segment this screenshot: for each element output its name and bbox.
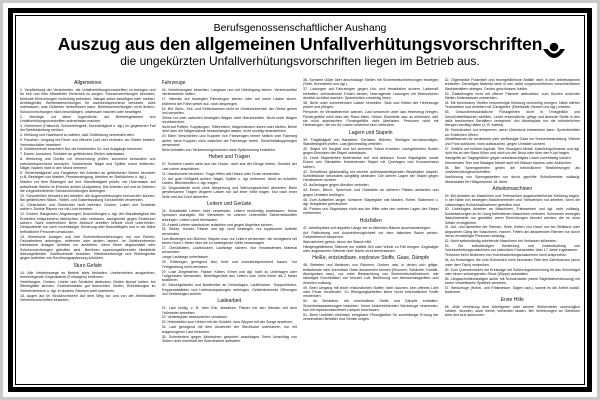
rule-item: Personen im Verladebereich warnen. Last senkrecht unter das Hebezeug bringen. Fördergefäße nicht über den Rand füllen. Hölzer, Eisenteile usw. so einbinden, daß sie nicht ausrutschen. Fördergefäße nicht überladen. Personen nicht mit Hebezeugen, die nur für Lasten bestimmt sind, befördern. — [303, 110, 439, 128]
rule-item: 51. Beim Umfüllen elektrisch erregbarer Flüssigkeiten für zuverlässige Erdung der verwendeten Behälter und Geräte sorgen. — [303, 312, 439, 322]
rule-item: Vertiefungen, Gruben, Löcher und Schächte abdecken, Böden stumpf halten; bei Winterglätte streuen. Gefahrenstellen gut beleuchten. Stufen, Rohrleitungen im Verkehrsbereich u. dgl. in dunklen Räumen weiß markieren. — [20, 280, 156, 293]
rule-item: 59. Bei Arbeiten an Maschinen und Triebwerken anganschließende Kleidung tragen. In der Nähe von bewegten Maschinenteilen und Triebwerken nur arbeiten, wenn die notwendigen Schutzmaßnahmen getroffen sind. — [444, 193, 580, 207]
poster-header — [16, 22, 584, 68]
rule-item: 26. Stühle, Hocker, Fässer und dgl. nicht besteigen, nur kippsichere Auftritte verwenden. — [161, 227, 297, 236]
rule-item: Personen beim Bedienen von Holzbearbeitungsmaschinen nicht ansprechen. — [444, 253, 568, 258]
rule-item: Zum Besteigen von Bühnen, Stapeln usw. nur Leitern verwenden, die wenigstens mit einem Holm 1 Meter über die zu besteigende Stelle hinausragen. — [161, 236, 297, 246]
rule-item: Hängengebliebene Stämme nur mittels Seil oder Winde zu Fall bringen. Angesägte oder angehauene Stämme über Nacht nicht stehenlassen. — [303, 244, 439, 254]
rule-item: 9. Sicherheitsgürtel und Fangleinen bei Arbeiten an gefährlichen Stellen benutzen (z.B. Besteigen von Masten, Fensterreinigung, Arbeiten an Steildächern u. dgl.). — [20, 170, 156, 180]
rule-item: Nicht auf Puffern, Kupplungen, Trittbrettern, Wagenrändern sitzen oder stehen, Beine nicht über die Wagenwände heraushängen lassen, nicht unnötig hinauslehnen. — [161, 125, 297, 134]
rule-item: 45. Zum Aufstellen langer, schwerer Stapelgüter wie Masten, Rohre, Stabeisen u. dgl. Hubgabeln gebrauchen. — [303, 197, 439, 206]
rule-item: 16. Verkehrsregeln beachten. Langsam und mit Überlegung fahren. Verkehrsmittel betriebssicher halten. — [161, 88, 297, 97]
rule-item: Gleise vor oder zwischen bewegten Wagen nicht überschreiten. Nicht unter Wagen durchkriechen. — [161, 115, 297, 125]
rule-item: 56. Hochdrucker nur entsperren, wenn Überdruck entweichen kann. Spreizbehälter vor Erwärmen öffnen. — [444, 128, 580, 137]
rule-item: 21. Handschuhe benützen. Trage-Hilfen wie Haken oder Gurte verwenden. — [161, 171, 281, 176]
rule-item: 5. Rauchen, Umgang mit Feuer und offenem Licht dort verboten, wo Gefahr besteht. Verbotsschilder beachten! — [20, 138, 156, 147]
section-heading: Heiße, entzündbare, explosive Stoffe, Gase, Dämpfe — [312, 255, 430, 262]
rule-item: 19. Beim Verschieben und Kuppeln von Fahrzeugen immer seitlich vom Fahrweg laufen; beim Kuppeln nicht zwischen die Fahrzeuge treten. Sicherheitskupplungen verwenden! — [161, 134, 297, 148]
section-heading: Lagern und Stapeln — [348, 129, 393, 136]
poster-frame — [8, 8, 592, 392]
rule-item: 2. Neulinge, vor allem Jugendliche, auf Betriebsgefahren und Unfallverhütungsvorschriften aufmerksam machen. — [20, 114, 156, 123]
rule-item: 53. Gasleitungen nicht mit offener Flamme ableuchten; zum Suchen undichter Stellen Seifenwasser verwenden. — [444, 91, 580, 100]
rule-item: 36. Schwere Güter über abschüssige Stellen mit Sicherheitsvorkehrungen bewegen (Seile, Bremskeile und dgl.). — [303, 78, 439, 87]
rule-item: 29. Lose Ziegelsteine, Fässer, Kisten, Eimer und dgl. nicht zu Unterlagen oder Fußgerüsten verwenden. Behelfsgerüste aus Leitern usw. nicht höher als 2 Meter ausführen. — [161, 269, 297, 283]
rule-item: 1. Verpflichtung der Versicherten, die Unfallverhütungsvorschriften zu befolgen und für ihre und ihrer Mitarbeiter Sicherheit zu sorgen. Schutzvorrichtungen benutzen, fehlende Einrichtungen rechtzeitig anfordern. Mängel sofort beseitigen oder melden. Arbeitsgeräte, Betriebseinrichtungen für zweckentsprechend benutzen, alles unterlassen, was Gefahren herbeiführen kann. Betriebseinrichtungen nicht ändern. Schutzvorrichtungen nicht beschädigen, unwirksam machen oder beseitigen. — [20, 88, 156, 114]
rule-item: 20. Schwere Lasten stets aus der Hocke, nicht aus der Beuge heben. Gewicht der Last vorher abschätzen. — [161, 162, 297, 171]
rule-item: 14. Alle Verkehrswege im Betrieb stets freihalten. Unebenheiten ausgleichen, herumliegende Gegenstände (Fußangeln) entfernen. — [20, 270, 156, 280]
rule-item: 55. Gesundheitsschädliche Flüssigkeiten nicht in Trinkgefäße und Genußmittelflaschen abfüllen. Leicht entzündliche, giftige und ätzende Stoffe in den dafür bestimmten Behältern verwahren. Am Arbeitsplatz nur die erforderlichen Mengen vorrätig halten (z. B. Karbid). — [444, 110, 580, 128]
column-3 — [303, 78, 439, 380]
rule-item: 52. Ölgetränkte Putzmittel und feuergefährliche Abfälle nicht in den Arbeitsräumen anhäufen. Derartiges Material stets in den dafür vorgeschriebenen verschließbaren Blechbehältern ablegen. Deckel geschlossen halten. — [444, 78, 580, 91]
section-heading: Leitern und Gerüste — [207, 200, 252, 207]
rule-item: 61. Auf- und Abwerfen der Riemen, Seile, Ketten von Hand, nur bei Stillstand oder langsamen Gang der Maschinen. Harzen, Fetten am ablaufenden Riemen nur durch hierzu ermächtigte Personen zulässig. — [444, 225, 580, 239]
rule-item: 54. Mit brennbaren Stoffen verunreinigte Kleidung rechtzeitig reinigen. Nähe offener Feuerstellen und Arbeiten mit Zündgefahr (Elektrizität, Benzin und dgl.) meiden. — [444, 100, 580, 110]
rule-item: 24. Schadhafte Leitern nicht verwenden. Leitern rechtzeitig ausbessern. Keine Sprossen aufnageln. Bei Stehleitern im unteren Leiterdrittel Sicherheitsketten anbringen. Leitern nicht überlasten. — [161, 208, 297, 222]
rule-item: 66. Längsschnittkreissägen außer mit Schutzhaube (obere Sägeblattverdeckung) mit einem verstellbaren Spaltkeil versehen. — [444, 276, 580, 286]
rule-item: 7. Essen, Ausruhen, Schlafen an gefährlichen Stellen unterlassen. — [20, 152, 126, 157]
rule-item: 37. Ladungen auf Fahrzeugen gegen Um- und Herabfallen sichern. Lademaß einhalten, schlaudernde Enden binden, überragende Ladungen mit Warnzeichen deutlich sichtbar machen. Spannketten vorsichtig lösen. — [303, 87, 439, 100]
rule-item: Masten vor dem Besteigen auf ihre Standfestigkeit prüfen, bei Holzmasten auf anfaulende Stellen im Erdreich achten (Aufgraben). Bei Arbeiten auf und an Dächern die vorgeschriebenen Schutzvorrichtungen anbringen. — [20, 180, 156, 193]
rule-item: 28. Rüstungen genügend fest, breit und zweckentsprechend bauen. Vor Fertigstellung nicht benützen. — [161, 260, 297, 269]
rule-item: 30. Schutzgeländer und Bordbretter an Gerüstlagen, Laufbrücken, Treppenläufen, Treppenabsätzen und Leiteraussparungen anbringen. Gefahrdrohende Öffnungen und Vertiefungen sichern. — [161, 283, 297, 296]
rule-item: 63. Zur selbständigen Bedienung und Instandhaltung von Holzbearbeitungsmaschinen nur männliche Facharbeiter über 17 Jahre zugelassen. — [444, 244, 580, 253]
rule-item: 47. Arbeitsplätze auf doppelte Länge der zu fällenden Bäume auseinanderlegen. — [303, 225, 431, 230]
content-columns — [20, 78, 580, 380]
pretitle: Berufsgenossenschaftlicher Aushang — [213, 22, 387, 34]
rule-item: Metallflaschen für verdichtete oder verflüssigte Gase vor Sonnenbestrahlung, Wärme und Frost schützen, nicht aufstauchen, gegen Umfallen sichern. — [444, 137, 580, 146]
rule-item: 57. Gefäße mit heißem Asphalt, Teer, flüssigem Metall, Kabelvergußmasse und dgl. nicht bis an den Rand füllen und nicht vor der Brust oder über den Kopf tragen. — [444, 146, 580, 156]
rule-item: 62. Nicht selbstständig arbeitende Maschinen bei Verlassen stillsetzen. — [444, 239, 558, 244]
rule-item: 18. Bei Gleis-, Seil- und Kettenbahnen nicht im Gefahrenbereich der Gleise gehen und verweilen. — [161, 106, 297, 115]
rule-item: 49. Beim Umgang mit leicht entzündlichen Stoffen nicht rauchen, kein offenes Licht oder Feuer verwenden. Zu Reinigungsarbeiten keine leicht entzündlichen Stoffe verwenden. — [303, 285, 439, 299]
rule-item: 11. Gleisrächen und Oberlichter nicht betreten. Gruben, Luken und Schächte sichern. Dunkle Räume nur mit Licht betreten. — [20, 203, 156, 212]
rule-item: 25. Anstell-Leitern standsicher aufstellen und gegen Abgleiten sichern. — [161, 222, 274, 227]
section-heading: Holzfällen — [359, 217, 382, 224]
rule-item: 32. Verladegüter absturzsicher verstauen. — [161, 315, 229, 320]
bg-logo-icon — [542, 41, 566, 63]
rule-item: 44. Eisen-, Blech-, Sperrholz- und Glastafeln an sicheren Plätzen aufstellen und gegen Umfallen festlegen. — [303, 188, 439, 197]
rule-item: 41. Hohe Stapelreihen stufenweise auf- und abbauen. Kurze Stapelgüter, sowie Ecken und Stirnseiten freistehender Stapel mit Querlagen und Kreuzverband sichern. — [303, 156, 439, 169]
rule-item: 23. Gegenstände nicht ohne Absperrung und Warnungszeichen abwerfen. Beim gemeinsamen Tragen längerer Lasten nur auf einer Seite tragen. Nur nach einer Seite und auf Zuruf abwerfen. — [161, 185, 297, 199]
poster-inner-border — [15, 15, 585, 385]
section-heading: Arbeitsmaschinen — [492, 185, 533, 192]
rule-item: Lange Laufstege unterfassen. — [161, 255, 210, 260]
section-heading: Allgemeines — [74, 80, 102, 86]
rule-item: Brennenden Teer und flüssiges Metall nicht mit Wasser löschen oder Ablöschen. — [444, 160, 573, 165]
rule-item: 35. Schrotleitern gegen Abrutschen gesichert anschlagen. Beim Umschlag von Gütern nicht innerhalb der Schrotholme aufhalten. — [161, 334, 297, 343]
poster-sheet — [3, 3, 597, 397]
rule-item: 39. Tragfähigkeit von Bauteilen, Gerüsten, Böhnen, Stellagen berücksichtigen, Standfestigkeit prüfen. Last gleichmäßig verteilen. — [303, 137, 439, 146]
column-1 — [20, 78, 156, 380]
rule-item: 64. An Kreissägen, die zum Schneiden nicht benutzten Teile des Zahnkranzes (auch unter dem Tisch) verdecken. — [444, 258, 580, 267]
rule-item: 50. An Behältern, die entzündliche Stoffe und Dämpfe enthalten, Sicherheitsanweisungen beachten. Keine funkenreißenden Werkzeuge verwenden. Nur mit explosionssicheren Lampen beschauen. — [303, 299, 439, 313]
rule-item: 3. Gebrechen (Fallsucht, Schwerhörigkeit, Kurzsichtigkeit u. dgl.) im gegebenen Fall der Betriebsleitung melden. — [20, 123, 156, 133]
rule-item: 48. Betreten und Befahren von Räumen, Gruben usw. in denen sich giftige, betäubende oder brennbare Gase ansammeln können (Brunnen, Schächte, Kanäle, Abortgruben usw.), nur unter Beobachtung von Sicherheitsmaßnahmen, wie ständiges Durchblasen von frischer Luft, Benützung von Atemschutzgeräten und Anseilen zulässig. — [303, 263, 439, 285]
section-heading: Sturz-Gefahr — [73, 262, 103, 269]
rule-item: 6. Zutrittsverbote beachten! Nur die bestimmten Zu- und Ausgänge benutzen. — [20, 147, 144, 152]
rule-item: Warnzeichen geben, bevor der Stamm fällt. — [303, 239, 372, 244]
rule-item: 31. Last richtig, z. B. über Eck, abwälzen. Fässer mit den Händen auf dem Faßmantel antreiben. — [161, 306, 297, 315]
rule-item: 34. Last genügend mit dem Anstecher der Stechkarre unterfahren, nur mit ausgewogener Last verkarren. — [161, 325, 297, 334]
rule-item: 13. Elektrische Anlagen und ihre Sicherheitsvorkehrungen nur von Elektro-Facharbeitern anbringen, entfernen oder ändern lassen. Im Gefahrenbereich elektrischer Anlagen Arbeiten nur ausführen, wenn Strom abgeschaltet oder Schutzvorrichtungen getroffen sind. Berühren spannungsführender Metallteile lebensgefährlich. Zutrittsverbote beachten. Elektrowerkzeuge und Elektrogeräte gegen Auftreten von Berührungsspannung schützen. — [20, 234, 156, 261]
rule-item: Beim Anhalten von Verbrennungsmotoren stets Spätzündung einstellen. — [161, 148, 276, 153]
rule-item: 33. Hebestellen zum Heben mit der Schärfe, zum Wippen mit der Zunge ansetzen. — [161, 320, 293, 325]
rule-item: 43. Außenlagen gegen Abrollen verkeilen. — [303, 183, 370, 188]
rule-item: 17. Niemals auf bewegten Fahrzeugen stehen oder auf losen Lasten sitzen. Während der Fahrt weder auf- noch abspringen. — [161, 97, 297, 106]
rule-item: Handgriffe an Tragegefäßen gegen unbeabsichtigtes Lösen zuverlässig sichern. — [444, 156, 572, 160]
rule-item: 60. Unbefugtes Arbeiten an Maschinen, Triebwerken und dgl. nicht zulässig. Ausbesserungen an im Gang befindlichen Maschinen verboten. Schmieren bewegter Maschinenteile nur gestattet, wenn Einrichtungen benutzt werden, die es ohne Gefahr ermöglichen. — [444, 207, 580, 225]
rule-item: Ausführung von Sprengarbeiten nur durch geprüfte Schießmeister zulässig. Mindestalter für Hilfspersonen 18 Jahre. — [444, 175, 580, 184]
rule-item: Auf Fallrichtung und Ausweichmöglichkeit vor dem fallenden Baum achten. Gefahrbereich absperren. — [303, 230, 439, 239]
section-heading: Ladearbeit — [217, 298, 242, 305]
column-4 — [445, 78, 581, 380]
rule-item: 22. Auf gute Griffigkeit achten. Nägel, Splitter u. dgl. entfernen. Nicht an scharfen Kanten, Blechstreifen u. dgl. tragen. — [161, 176, 297, 185]
rule-item: 15. Augen auf im Straßenverkehr! Auf dem Weg zur und von der Arbeitsstätte Verkehrsvorschriften beachten. — [20, 293, 156, 303]
rule-item: 68. Jede Verletzung dem Arbeitgeber oder seinem Stellvertreter unverzüglich melden. Wunden, auch kleine, verbinden lassen. Bei Verletzungen an Gelenken stets den Arzt aufsuchen. — [444, 304, 580, 318]
rule-item: 46. Proben und Stapelware nicht aus der Mitte oder den unteren Lagen der Stapel entnehmen. — [303, 206, 439, 216]
rule-item: 38. Nicht unter schwebenden Lasten verweilen. Taue und Ketten der Hebezeuge prüfen und pflegen. — [303, 100, 439, 110]
section-heading: Heben und Tragen — [208, 154, 250, 161]
rule-item: 67. Werkzeuge (Hobel- und Fräsmesser, Sägen usw.), soweit es die Arbeit zuläßt, abdecken. — [444, 286, 580, 295]
rule-item: 27. Gerüstlatten, Laufbrücken, Laufstege sichern. Nur einwandfreies Material verwenden. — [161, 246, 297, 255]
rule-item: 65. Zum Querschneiden die Kreissäge mit Zuführungseinrichtung für das Schneidgut oder einem schwingenden Stock (Wippe) ausstatten. — [444, 267, 580, 276]
rule-item: 12. Gruben, Baugruben, Abgrabungen, Anschüttungen u. dgl. der Standfestigkeit des Erdreichs entsprechend abböschen, oder verbauen, sachgemäß gegen Einstürzen sichern. Nicht unterhöhlen! Beim Abbruch arbeiten Wände nicht unterhöhlen, Gebäudeteile nur nach zuverlässiger Sicherung aller Beschäftigten und in der Nähe befindlichen Personen umstürzen. — [20, 212, 156, 234]
rule-item: 8. Werkzeug und Geräte vor Verwendung prüfen, schonend behandeln und zweckentsprechend benutzen. Vorstehende Nägel und Splitter sofort entfernen. Nägel, Nadeln nicht in den Mund nehmen! — [20, 157, 156, 170]
section-heading: Fahrzeuge — [161, 80, 186, 86]
column-2 — [162, 78, 298, 380]
rule-item: 10. Schutzbrillen benutzen bei Arbeiten, die Augenverletzungen hervorrufen können. Bei gefährlichen Staub-, Nebel- und Gasentwicklung Schutzmittel verwenden. — [20, 193, 156, 203]
subtitle: die ungekürzten Unfallverhütungsvorschriften liegen im Betrieb aus. — [120, 54, 480, 68]
rule-item: 4. Kleidung und Haartracht so wählen, daß Gefährdung vermieden wird. — [20, 133, 135, 138]
section-heading: Erste Hilfe — [500, 296, 524, 303]
rule-item: 42. Schnittholz gleichmäßig mit lotrecht aufeinanderliegenden Bindelatten stapeln, Schnittblöcke besonders sorgfältig abbinden. Die oberen Lagen der Stapel gegen Herabwehen sichern. — [303, 169, 439, 183]
rule-item: 40. Stapel mit Sorgfalt und bei sicherem Stand errichten, nachgebenden Boden gegen Einsinken der Stapel unterbauen. — [303, 146, 439, 156]
rule-item: 58. Bei Sprengarbeiten gelten die behördlichen Bestimmungen als Unfallverhütungsvorschriften. — [444, 165, 580, 175]
page-title: Auszug aus den allgemeinen Unfallverhütungsvorschriften — [57, 34, 543, 54]
